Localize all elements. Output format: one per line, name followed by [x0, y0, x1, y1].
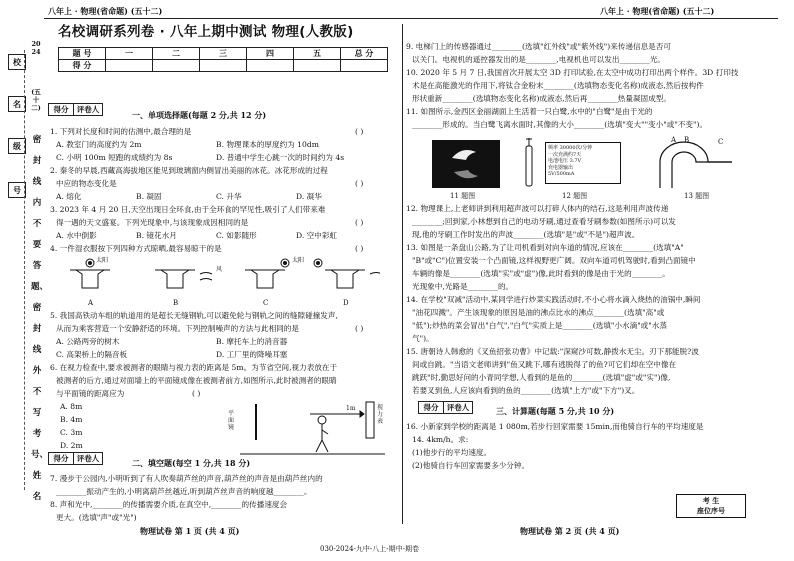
score-head: 三	[200, 48, 247, 60]
q9-line1: 9. 电梯门上的传感器通过________(选填"红外线"或"紫外线")来传递信息是否可	[406, 42, 671, 51]
q16-sub1: (1)他步行的平均速度。	[412, 448, 492, 457]
q2-line1: 2. 秦冬的早晨,西藏高海拔地区能见到玻璃窗内侧冒出美丽的冰花。冰花形成的过程	[50, 166, 328, 175]
q2-option-d: D. 凝华	[296, 192, 322, 201]
number-box: 号	[8, 182, 26, 198]
q15-line3: 跳跃"时,勤思好问的小青同学想,人看到的是鱼的________(选填"虚"或"实")像,	[412, 373, 671, 382]
q11-line1: 11. 如图所示,金西区金丽湖面上生活着一只白鹭,水中的"白鹭"是由于光的	[406, 107, 653, 116]
q12-line3: 现,他的牙刷工作时发出的声波________(选填"是"或"不是")超声波。	[412, 230, 640, 239]
section-3-title: 三、计算题(每题 5 分,共 10 分)	[496, 406, 615, 416]
q4-sun-label: 太阳	[292, 257, 305, 264]
grader-box: 得分 评卷人	[48, 103, 103, 116]
q16-line1: 16. 小新家到学校的距离是 1 080m,若步行回家需要 15min,而他骑自行车的平均速度是	[406, 422, 704, 431]
q2-option-c: C. 升华	[216, 192, 242, 201]
q3-option-b: B. 镜花水月	[136, 231, 177, 240]
score-cell	[247, 60, 294, 72]
q4-label-d: D	[343, 299, 349, 307]
q14-line1: 14. 在学校"双减"活动中,某同学进行炒菜实践活动时,不小心将水滴入烧热的油锅中,瞬间	[406, 295, 701, 304]
school-box: 校	[8, 54, 26, 70]
section-2-title: 二、填空题(每空 1 分,共 18 分)	[132, 458, 251, 468]
q14-line4: 气")。	[412, 334, 434, 343]
q1-option-b: B. 物理课本的厚度约为 10dm	[216, 140, 319, 149]
seal-line-text: 密封线内不要答题、密封线外不写考号、姓名	[31, 135, 49, 502]
q6-line1: 6. 在视力检查中,要求被测者的眼睛与视力表的距离是 5m。为节省空间,视力表放在于	[50, 363, 338, 372]
q15-line1: 15. 唐朝诗人韩愈的《叉鱼招张功曹》中记载:"深窥沙可数,静拨水无尘。刃下那能脱?波	[406, 347, 699, 356]
q4-sun-label: 太阳	[96, 257, 109, 264]
score-head: 一	[106, 48, 153, 60]
q8-line1: 8. 声和光中,________的传播需要介质,在真空中,________的传播速度会	[50, 500, 288, 509]
q13-line4: 光现象中,光路是________的。	[412, 282, 514, 291]
q1-option-d: D. 普通中学生心跳一次的时间约为 4s	[216, 153, 345, 162]
score-cell	[200, 60, 247, 72]
q12-line2: ________;回到家,小林想到自己的电动牙刷,通过查看牙刷参数(如图所示)可以发	[412, 217, 676, 226]
header-right: 八年上 · 物理(省命题) (五十二)	[600, 6, 715, 16]
toothbrush-spec-table: 频率 30000次/分钟 一次充满约7天 电池电压 3.7V 充电器输出 5V/500mA	[545, 142, 621, 184]
score-head: 五	[294, 48, 341, 60]
q3-line1: 3. 2023 年 4 月 20 日,天空出现日全环食,由于全环食的罕见性,吸引了人们带来难	[50, 205, 326, 214]
q5-line1: 5. 我国高铁动车组的轨道用的是超长无缝钢轨,可以避免轮与钢轨之间的缝隙碰撞发声,	[50, 311, 338, 320]
q6-chart-label: 视力表	[377, 404, 384, 425]
footer-page-2: 物理试卷 第 2 页 (共 4 页)	[520, 526, 620, 536]
q6-figure	[240, 400, 390, 460]
mountain-road-figure	[650, 136, 740, 190]
q6-line3: 与平面镜的距离应为	[56, 389, 125, 398]
q13-line3: 车辆的像是________(选填"实"或"虚")像,此时看到的像是由于光的________。	[412, 269, 670, 278]
q14-line2: "油花四溅"。产生该现象的原因是油的沸点比水的沸点________(选填"高"或	[412, 308, 665, 317]
q4-stem: 4. 一件湿衣服按下列四种方式晾晒,最容易晾干的是	[50, 244, 222, 253]
q2-paren: ( )	[355, 179, 364, 188]
toothbrush-icon	[518, 136, 540, 190]
eye-chart-icon	[366, 402, 374, 438]
seat-number-box: 考 生 座位序号	[676, 494, 746, 518]
q1-option-a: A. 教室门的高度约为 2m	[56, 140, 142, 149]
q5-paren: ( )	[355, 324, 364, 333]
q12-line1: 12. 物理课上,上老师讲到利用超声波可以打碎人体内的结石,这是利用声波传递	[406, 204, 669, 213]
fig-13-caption: 13 题图	[684, 192, 710, 200]
side-paren: (五十二)	[31, 88, 41, 112]
q3-paren: ( )	[355, 218, 364, 227]
q4-wind-label: 风	[216, 266, 223, 273]
score-cell	[341, 60, 388, 72]
q6-option-a: A. 8m	[60, 402, 83, 411]
q7-line2: ________振动产生的,小明离葫芦丝越近,听到葫芦丝声音的响度越________。	[56, 487, 312, 496]
shirt-icon	[161, 270, 189, 288]
q2-option-b: B. 凝固	[136, 192, 162, 201]
shirt-icon	[251, 270, 279, 288]
footer-code: 030-2024-九中-八上-期中-期卷	[320, 545, 420, 553]
q10-line2: 术是在高能激光的作用下,将钛合金粉末________(选填物态变化名称)成液态,然后按构件	[412, 81, 704, 90]
q16-sub2: (2)他骑自行车回家需要多少分钟。	[412, 461, 530, 470]
q2-line2: 中应的物态变化是	[56, 179, 117, 188]
q3-line2: 得一遇的天文盛宴。下列光现象中,与该现象成因相同的是	[56, 218, 249, 227]
q3-option-d: D. 空中彩虹	[296, 231, 338, 240]
name-box: 名	[8, 96, 26, 112]
fig-11-caption: 11 题图	[450, 192, 476, 200]
q3-option-a: A. 水中倒影	[56, 231, 97, 240]
q4-label-c: C	[263, 299, 269, 307]
road-point-b: B	[684, 136, 690, 144]
shirt-icon	[76, 270, 104, 288]
q1-paren: ( )	[355, 127, 364, 136]
q5-option-a: A. 公路两旁的树木	[56, 337, 120, 346]
q9-line2: 以关门。电视机的遥控器发出的是________,电视机也可以发出________光。	[412, 55, 666, 64]
q6-option-d: D. 2m	[60, 441, 83, 450]
q2-option-a: A. 熔化	[56, 192, 82, 201]
q13-line2: "B"或"C")位置安装一个凸面镜,这样视野更广阔。双向车道司机驾驶时,看到凸面镜中	[412, 256, 696, 265]
q15-line4: 若要叉到鱼,人应该向看到的鱼的________(选填"上方"或"下方")叉。	[412, 386, 640, 395]
q8-line2: 更大。(选填"声"或"光")	[56, 513, 137, 522]
score-head: 四	[247, 48, 294, 60]
q10-line3: 形状重新________(选填物态变化名称)成液态,然后再________热量凝固成型。	[412, 94, 671, 103]
wind-icon	[200, 273, 212, 281]
q4-paren: ( )	[355, 244, 364, 253]
wind-icon	[370, 273, 380, 275]
q6-line2: 被测者的后方,通过对面墙上的平面镜成像在被测者前方,如图所示,此时被测者的眼睛	[56, 376, 337, 385]
header-left: 八年上 · 物理(省命题) (五十二)	[48, 6, 163, 16]
score-table	[58, 47, 388, 72]
q16-line2: 14. 4km/h。求:	[412, 435, 469, 444]
q5-option-b: B. 摩托车上的消音器	[216, 337, 288, 346]
q5-option-d: D. 工厂里的降噪耳塞	[216, 350, 288, 359]
q1-stem: 1. 下列对长度和时间的估测中,最合理的是	[50, 127, 192, 136]
score-cell	[106, 60, 153, 72]
q6-paren: ( )	[192, 389, 201, 398]
q6-mirror-label: 平面镜	[228, 410, 235, 431]
person-icon	[318, 416, 326, 424]
score-head: 题 号	[59, 48, 106, 60]
q6-distance-label: 1m	[346, 405, 356, 412]
footer-page-1: 物理试卷 第 1 页 (共 4 页)	[140, 526, 240, 536]
q7-line1: 7. 漫步于公园内,小明听到了有人吹奏葫芦丝的声音,葫芦丝的声音是由葫芦丝内的	[50, 474, 323, 483]
egret-photo	[432, 140, 500, 188]
q6-option-b: B. 4m	[60, 415, 83, 424]
grader-box: 得分 评卷人	[48, 452, 103, 465]
q14-line3: "低");炒热的菜会冒出"白气","白气"实质上是________(选填"小水滴"或"水蒸	[412, 321, 667, 330]
grader-box: 得分 评卷人	[418, 401, 473, 414]
q6-option-c: C. 3m	[60, 428, 83, 437]
q13-line1: 13. 如图是一条盘山公路,为了让司机看到对向车道的情况,应该在________(选填"A"	[406, 243, 684, 252]
score-head: 二	[153, 48, 200, 60]
road-point-c: C	[718, 138, 724, 146]
q15-line2: 间或自跳。"当语文老师讲到"鱼又跳下,哪有逃脱得了的鱼?可它们却在空中像在	[412, 360, 677, 369]
q5-option-c: C. 高架桥上的隔音板	[56, 350, 128, 359]
q4-label-b: B	[173, 299, 179, 307]
score-head: 总 分	[341, 48, 388, 60]
q11-line2: ________形成的。当白鹭飞离水面时,其像的大小________(选填"变大""变小"或"不变")。	[412, 120, 708, 129]
score-cell	[153, 60, 200, 72]
score-cell: 得 分	[59, 60, 106, 72]
score-cell	[294, 60, 341, 72]
q4-label-a: A	[88, 299, 94, 307]
fig-12-caption: 12 题图	[562, 192, 588, 200]
section-1-title: 一、单项选择题(每题 2 分,共 12 分)	[132, 110, 267, 120]
side-year: 2024	[31, 40, 41, 56]
q1-option-c: C. 小明 100m 短跑的成绩约为 8s	[56, 153, 173, 162]
q3-option-c: C. 如影随形	[216, 231, 257, 240]
class-box: 级	[8, 138, 26, 154]
q5-line2: 从而为乘客营造一个安静舒适的环境。下列控制噪声的方法与此相同的是	[56, 324, 299, 333]
road-point-a: A	[671, 136, 677, 144]
shirt-icon	[331, 270, 359, 288]
page-title: 名校调研系列卷 · 八年上期中测试 物理(人教版)	[58, 24, 354, 40]
q10-line1: 10. 2020 年 5 月 7 日,我国首次开展太空 3D 打印试验,在太空中成功打印出两个样件。3D 打印技	[406, 68, 739, 77]
